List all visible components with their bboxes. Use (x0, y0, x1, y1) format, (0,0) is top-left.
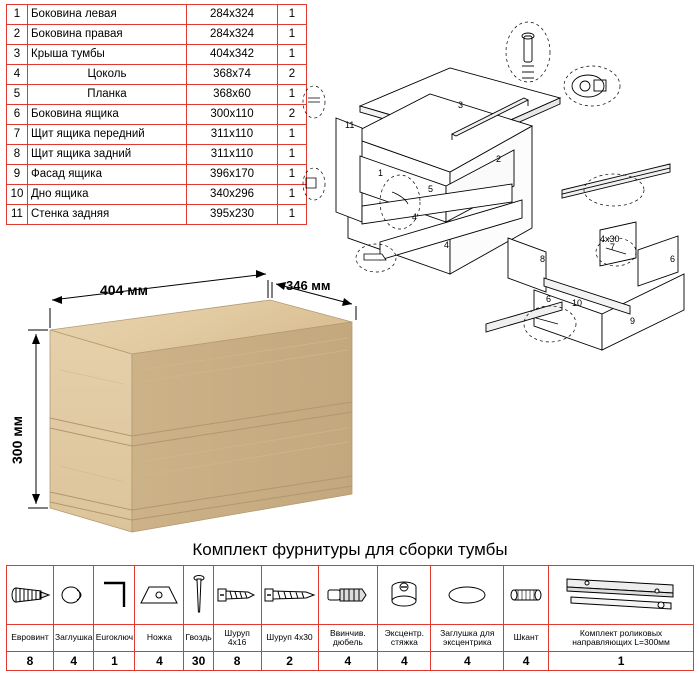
hardware-item-count: 4 (378, 652, 431, 671)
svg-text:9: 9 (630, 316, 636, 326)
table-row (7, 25, 307, 45)
hardware-item-count: 4 (318, 652, 378, 671)
cam-lock-icon (378, 566, 431, 625)
part-number: 5 (7, 85, 28, 105)
part-dimensions: 311х110 (187, 145, 278, 165)
part-number: 10 (7, 185, 28, 205)
nail-icon (184, 566, 213, 625)
hardware-item-label: Euroключ (94, 625, 135, 652)
part-quantity: 2 (278, 65, 307, 85)
parts-table (6, 4, 307, 225)
part-name: Боковина правая (28, 25, 187, 45)
hardware-item-label: Комплект роликовых направляющих L=300мм (549, 625, 694, 652)
part-number: 6 (7, 105, 28, 125)
svg-text:1: 1 (378, 168, 384, 178)
hardware-item-count: 4 (54, 652, 94, 671)
euroscrew-icon (7, 566, 54, 625)
svg-text:11: 11 (345, 120, 355, 130)
part-dimensions: 300х110 (187, 105, 278, 125)
dowel-icon (504, 566, 549, 625)
table-row (7, 125, 307, 145)
svg-text:6: 6 (670, 254, 676, 264)
svg-text:8: 8 (540, 254, 546, 264)
part-name: Планка (28, 85, 187, 105)
part-number: 8 (7, 145, 28, 165)
hardware-item-label: Ножка (135, 625, 184, 652)
part-quantity: 1 (278, 185, 307, 205)
part-dimensions: 284х324 (187, 25, 278, 45)
product-photo-with-dimensions (0, 270, 380, 550)
part-number: 1 (7, 5, 28, 25)
part-dimensions: 368х74 (187, 65, 278, 85)
part-number: 7 (7, 125, 28, 145)
part-quantity: 1 (278, 45, 307, 65)
part-name: Цоколь (28, 65, 187, 85)
part-dimensions: 340х296 (187, 185, 278, 205)
hardware-table (6, 565, 694, 671)
hardware-item-label: Евровинт (7, 625, 54, 652)
svg-text:7: 7 (610, 242, 616, 252)
svg-text:10: 10 (572, 298, 583, 308)
part-name: Стенка задняя (28, 205, 187, 225)
part-quantity: 1 (278, 145, 307, 165)
svg-text:4: 4 (444, 240, 450, 250)
part-dimensions: 396х170 (187, 165, 278, 185)
svg-text:5: 5 (428, 184, 434, 194)
hardware-item-label: Шкант (504, 625, 549, 652)
hardware-item-label: Шуруп 4х30 (261, 625, 318, 652)
part-quantity: 1 (278, 125, 307, 145)
table-row (7, 65, 307, 85)
table-row (7, 85, 307, 105)
part-dimensions: 395х230 (187, 205, 278, 225)
table-row (7, 205, 307, 225)
part-number: 3 (7, 45, 28, 65)
hardware-item-count: 4 (431, 652, 504, 671)
allen-key-icon (94, 566, 135, 625)
table-row (7, 5, 307, 25)
part-dimensions: 284х324 (187, 5, 278, 25)
table-row (7, 105, 307, 125)
part-dimensions: 311х110 (187, 125, 278, 145)
hardware-item-count: 8 (7, 652, 54, 671)
hardware-item-count: 30 (184, 652, 213, 671)
part-number: 2 (7, 25, 28, 45)
table-row (7, 45, 307, 65)
svg-text:4х30: 4х30 (600, 234, 620, 244)
screw-4x30-icon (261, 566, 318, 625)
svg-text:4: 4 (412, 212, 418, 222)
table-row (7, 145, 307, 165)
screw-4x16-icon (213, 566, 261, 625)
hardware-item-count: 4 (504, 652, 549, 671)
part-name: Боковина левая (28, 5, 187, 25)
foot-icon (135, 566, 184, 625)
part-name: Боковина ящика (28, 105, 187, 125)
part-quantity: 1 (278, 205, 307, 225)
part-name: Щит ящика задний (28, 145, 187, 165)
svg-text:404 мм: 404 мм (100, 282, 148, 298)
svg-text:3: 3 (458, 100, 464, 110)
part-quantity: 1 (278, 25, 307, 45)
screw-in-dowel-icon (318, 566, 378, 625)
hardware-item-label: Гвоздь (184, 625, 213, 652)
part-quantity: 1 (278, 5, 307, 25)
table-row (7, 185, 307, 205)
part-quantity: 1 (278, 165, 307, 185)
svg-text:300 мм: 300 мм (9, 416, 25, 464)
hardware-item-label: Ввинчив. дюбель (318, 625, 378, 652)
hardware-item-count: 8 (213, 652, 261, 671)
svg-text:2: 2 (496, 154, 502, 164)
part-name: Фасад ящика (28, 165, 187, 185)
svg-text:346 мм: 346 мм (286, 278, 331, 293)
cam-cap-icon (431, 566, 504, 625)
hardware-item-label: Заглушка для эксцентрика (431, 625, 504, 652)
part-name: Крыша тумбы (28, 45, 187, 65)
drawer-slide-icon (549, 566, 694, 625)
part-dimensions: 404х342 (187, 45, 278, 65)
part-quantity: 1 (278, 85, 307, 105)
hardware-item-count: 2 (261, 652, 318, 671)
hardware-item-label: Шуруп 4х16 (213, 625, 261, 652)
part-number: 9 (7, 165, 28, 185)
hardware-item-label: Заглушка (54, 625, 94, 652)
part-name: Щит ящика передний (28, 125, 187, 145)
table-row (7, 165, 307, 185)
part-number: 11 (7, 205, 28, 225)
hardware-item-count: 1 (549, 652, 694, 671)
part-name: Дно ящика (28, 185, 187, 205)
svg-text:6: 6 (546, 294, 552, 304)
part-quantity: 2 (278, 105, 307, 125)
hardware-item-count: 1 (94, 652, 135, 671)
cap-icon (54, 566, 94, 625)
part-number: 4 (7, 65, 28, 85)
hardware-item-count: 4 (135, 652, 184, 671)
hardware-section-title: Комплект фурнитуры для сборки тумбы (192, 540, 508, 559)
hardware-item-label: Эксцентр. стяжка (378, 625, 431, 652)
part-dimensions: 368х60 (187, 85, 278, 105)
